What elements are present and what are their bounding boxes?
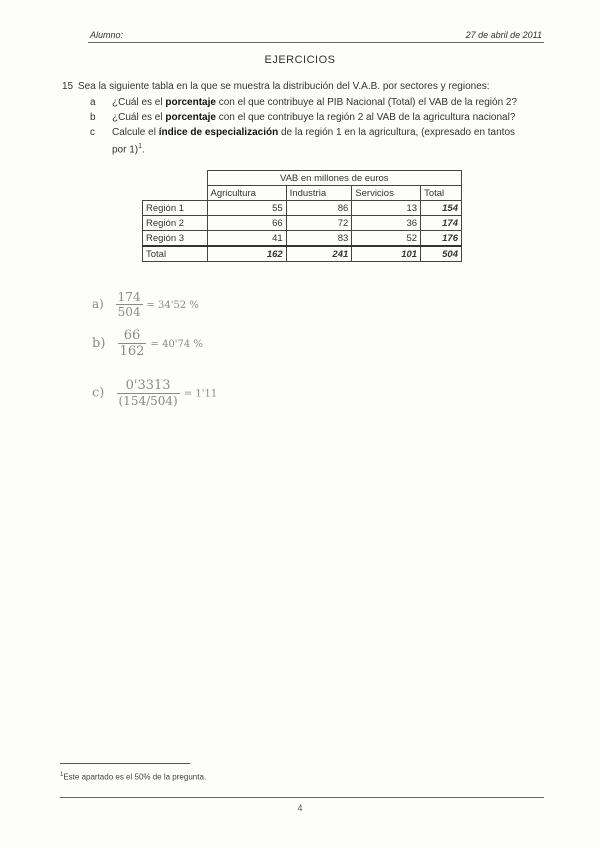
table-row: [143, 231, 462, 247]
table-caption: VAB en millones de euros: [207, 171, 462, 186]
footnote: $^1$Este apartado es el 50% de la pregunta.: [60, 772, 207, 782]
row-label: Región 3: [143, 231, 208, 247]
question-item-b: ¿Cuál es el porcentaje con el que contribuye la región 2 al VAB de la agricultura nacional?: [112, 112, 516, 123]
table-cell: 176: [421, 231, 462, 247]
answer-denominator: 162: [119, 344, 145, 359]
answer-result: = 40'74 %: [150, 339, 203, 350]
table-cell: 86: [286, 201, 352, 216]
col-header: Industria: [286, 186, 352, 201]
answer-result: = 1'11: [183, 388, 218, 400]
table-cell: 101: [352, 246, 421, 262]
table-cell: 55: [207, 201, 286, 216]
question-item-a: ¿Cuál es el porcentaje con el que contribuye al PIB Nacional (Total) el VAB de la región 2?: [112, 97, 518, 108]
table-row-total: [143, 246, 462, 262]
table-cell: 241: [286, 246, 352, 262]
item-letter-a: a: [90, 97, 96, 108]
item-letter-c: c: [90, 127, 95, 138]
page-title: EJERCICIOS: [264, 54, 336, 66]
answer-result: = 34'52 %: [146, 300, 199, 311]
question-item-c: Calcule el índice de especialización de la región 1 en la agricultura, (expresado en tantos por 1)$^1$.: [112, 127, 516, 156]
table-cell: 162: [207, 246, 286, 262]
table-cell: 154: [421, 201, 462, 216]
table-cell: 36: [352, 216, 421, 231]
answer-label: a): [92, 297, 104, 311]
answer-numerator: 0'3313: [117, 378, 180, 394]
answer-denominator: 504: [117, 305, 141, 319]
table-cell: 83: [286, 231, 352, 247]
table-cell: 66: [207, 216, 286, 231]
student-name-label: Alumno:: [90, 30, 124, 40]
table-cell: 174: [421, 216, 462, 231]
table-cell: 72: [286, 216, 352, 231]
handwritten-answer-c: [92, 378, 217, 408]
header-rule: [88, 42, 544, 43]
answer-denominator: (154/504): [118, 394, 178, 408]
row-label: Región 1: [143, 201, 208, 216]
item-letter-b: b: [90, 112, 96, 123]
table-row: [143, 201, 462, 216]
table-cell: 504: [421, 246, 462, 262]
answer-label: c): [92, 385, 105, 401]
col-header: Agricultura: [207, 186, 286, 201]
table-cell: 41: [207, 231, 286, 247]
row-label: Región 2: [143, 216, 208, 231]
question-intro: Sea la siguiente tabla en la que se muestra la distribución del V.A.B. por sectores y regiones:: [78, 81, 490, 92]
col-header: Servicios: [352, 186, 421, 201]
handwritten-answer-a: [92, 290, 199, 319]
footer-rule: [60, 797, 544, 798]
handwritten-answer-b: [92, 328, 203, 359]
page-number: 4: [297, 803, 303, 813]
table-row: [143, 216, 462, 231]
answer-numerator: 174: [117, 290, 141, 304]
question-number: 15: [62, 81, 74, 92]
answer-numerator: 66: [118, 328, 147, 344]
vab-table: [142, 170, 462, 262]
table-cell: 52: [352, 231, 421, 247]
footnote-rule: [60, 763, 190, 764]
answer-label: b): [92, 336, 106, 351]
row-label: Total: [143, 246, 208, 262]
table-cell: 13: [352, 201, 421, 216]
exam-date: 27 de abril de 2011: [465, 30, 542, 40]
col-header: Total: [421, 186, 462, 201]
